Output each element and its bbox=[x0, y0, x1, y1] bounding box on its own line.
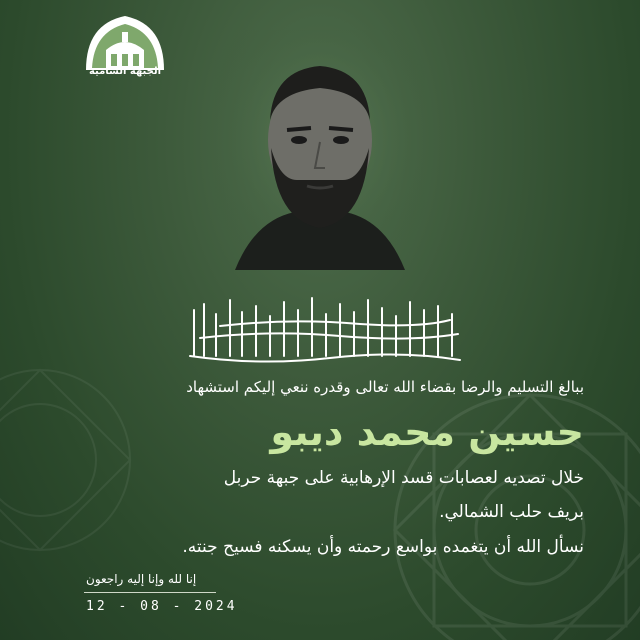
announcement-line-1: خلال تصديه لعصابات قسد الإرهابية على جبهة حربل bbox=[223, 468, 584, 488]
martyr-name: حسين محمد ديبو bbox=[270, 410, 584, 454]
logo-caption: الجبهة الشامية bbox=[88, 66, 162, 77]
announcement-intro: ببالغ التسليم والرضا بقضاء الله تعالى وقدره ننعي إليكم استشهاد bbox=[186, 378, 584, 396]
portrait-photo-icon bbox=[215, 30, 425, 270]
announcement-line-3: نسأل الله أن يتغمده بواسع رحمته وأن يسكنه فسيح جنته. bbox=[182, 537, 584, 557]
footer-divider bbox=[84, 592, 216, 593]
footer-quote: إنا لله وإنا إليه راجعون bbox=[86, 572, 197, 586]
footer-date: 12 - 08 - 2024 bbox=[86, 599, 238, 614]
announcement-line-2: بريف حلب الشمالي. bbox=[439, 502, 584, 522]
quranic-calligraphy-icon bbox=[180, 290, 470, 370]
mosque-dome-logo-icon bbox=[78, 10, 172, 90]
